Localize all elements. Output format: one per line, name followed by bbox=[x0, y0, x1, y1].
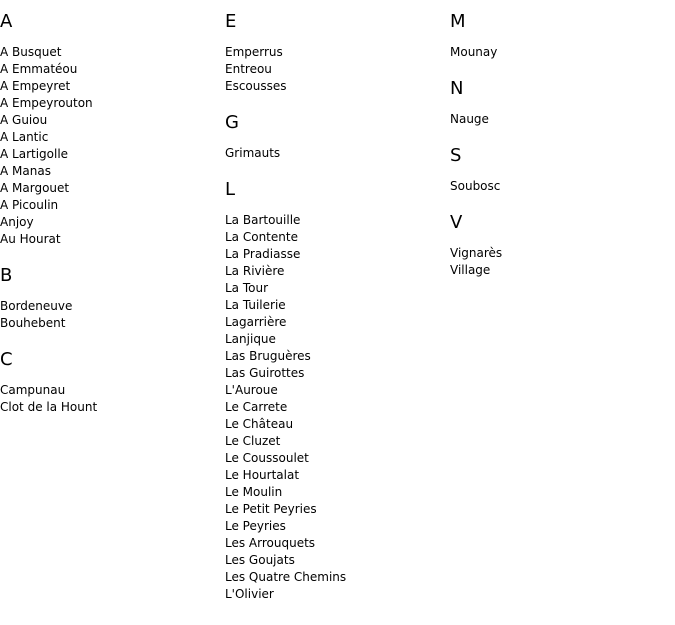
index-column-1 bbox=[0, 11, 220, 433]
place-name-link[interactable]: Le Château bbox=[225, 417, 294, 431]
place-name-link[interactable]: Anjoy bbox=[0, 215, 34, 229]
place-name-link[interactable]: Lagarrière bbox=[225, 315, 287, 329]
place-name-link[interactable]: Au Hourat bbox=[0, 232, 61, 246]
section-letter-heading: V bbox=[450, 212, 463, 233]
place-name-link[interactable]: Le Cluzet bbox=[225, 434, 281, 448]
index-column-3 bbox=[450, 11, 670, 296]
letter-section bbox=[0, 265, 220, 332]
place-name-link[interactable]: Campunau bbox=[0, 383, 66, 397]
place-name-link[interactable]: La Rivière bbox=[225, 264, 285, 278]
place-name-link[interactable]: Las Bruguères bbox=[225, 349, 311, 363]
place-name-link[interactable]: A Lartigolle bbox=[0, 147, 69, 161]
place-name-link[interactable]: A Empeyret bbox=[0, 79, 71, 93]
place-name-link[interactable]: Lanjique bbox=[225, 332, 276, 346]
place-name-link[interactable]: Emperrus bbox=[225, 45, 283, 59]
place-name-list bbox=[225, 44, 445, 95]
place-name-link[interactable]: La Tour bbox=[225, 281, 269, 295]
place-name-link[interactable]: Bouhebent bbox=[0, 316, 66, 330]
place-name-link[interactable]: Mounay bbox=[450, 45, 498, 59]
letter-section bbox=[225, 112, 445, 162]
place-name-link[interactable]: La Bartouille bbox=[225, 213, 301, 227]
place-name-list bbox=[0, 44, 220, 248]
place-name-link[interactable]: Le Hourtalat bbox=[225, 468, 300, 482]
place-name-list bbox=[450, 44, 670, 61]
place-name-link[interactable]: Les Goujats bbox=[225, 553, 295, 567]
section-letter-heading: N bbox=[450, 78, 464, 99]
section-letter-heading: C bbox=[0, 349, 13, 370]
place-name-list bbox=[0, 298, 220, 332]
place-name-link[interactable]: Le Petit Peyries bbox=[225, 502, 317, 516]
place-name-list bbox=[450, 178, 670, 195]
letter-section bbox=[0, 11, 220, 248]
place-name-link[interactable]: A Manas bbox=[0, 164, 51, 178]
place-name-link[interactable]: Las Guirottes bbox=[225, 366, 305, 380]
place-name-list bbox=[0, 382, 220, 416]
letter-section bbox=[450, 145, 670, 195]
letter-section bbox=[450, 78, 670, 128]
place-name-link[interactable]: A Picoulin bbox=[0, 198, 59, 212]
section-letter-heading: A bbox=[0, 11, 13, 32]
place-name-link[interactable]: La Tuilerie bbox=[225, 298, 286, 312]
place-name-list bbox=[450, 111, 670, 128]
place-name-link[interactable]: Vignarès bbox=[450, 246, 503, 260]
place-name-link[interactable]: Grimauts bbox=[225, 146, 281, 160]
section-letter-heading: G bbox=[225, 112, 239, 133]
letter-section bbox=[450, 212, 670, 279]
letter-section bbox=[225, 179, 445, 603]
place-name-list bbox=[450, 245, 670, 279]
place-name-link[interactable]: A Lantic bbox=[0, 130, 49, 144]
place-name-link[interactable]: Les Quatre Chemins bbox=[225, 570, 347, 584]
place-name-link[interactable]: Le Carrete bbox=[225, 400, 288, 414]
place-name-link[interactable]: A Margouet bbox=[0, 181, 70, 195]
place-name-link[interactable]: A Empeyrouton bbox=[0, 96, 93, 110]
section-letter-heading: M bbox=[450, 11, 466, 32]
place-name-link[interactable]: A Emmatéou bbox=[0, 62, 78, 76]
section-letter-heading: E bbox=[225, 11, 237, 32]
place-name-link[interactable]: L'Auroue bbox=[225, 383, 278, 397]
letter-section bbox=[450, 11, 670, 61]
place-name-link[interactable]: Le Coussoulet bbox=[225, 451, 309, 465]
section-letter-heading: L bbox=[225, 179, 236, 200]
place-name-list bbox=[225, 145, 445, 162]
letter-section bbox=[0, 349, 220, 416]
place-name-link[interactable]: Nauge bbox=[450, 112, 489, 126]
place-name-link[interactable]: Clot de la Hount bbox=[0, 400, 98, 414]
place-name-link[interactable]: Bordeneuve bbox=[0, 299, 73, 313]
place-name-link[interactable]: La Contente bbox=[225, 230, 298, 244]
place-name-link[interactable]: A Guiou bbox=[0, 113, 48, 127]
place-name-link[interactable]: Le Peyries bbox=[225, 519, 286, 533]
place-name-link[interactable]: Le Moulin bbox=[225, 485, 283, 499]
place-name-link[interactable]: A Busquet bbox=[0, 45, 62, 59]
place-name-link[interactable]: Entreou bbox=[225, 62, 272, 76]
place-name-link[interactable]: Soubosc bbox=[450, 179, 501, 193]
section-letter-heading: S bbox=[450, 145, 462, 166]
letter-section bbox=[225, 11, 445, 95]
place-name-link[interactable]: L'Olivier bbox=[225, 587, 274, 601]
place-name-list bbox=[225, 212, 445, 603]
place-name-link[interactable]: Escousses bbox=[225, 79, 287, 93]
place-name-link[interactable]: La Pradiasse bbox=[225, 247, 301, 261]
index-column-2 bbox=[225, 11, 445, 620]
section-letter-heading: B bbox=[0, 265, 13, 286]
place-name-link[interactable]: Les Arrouquets bbox=[225, 536, 316, 550]
place-name-link[interactable]: Village bbox=[450, 263, 491, 277]
